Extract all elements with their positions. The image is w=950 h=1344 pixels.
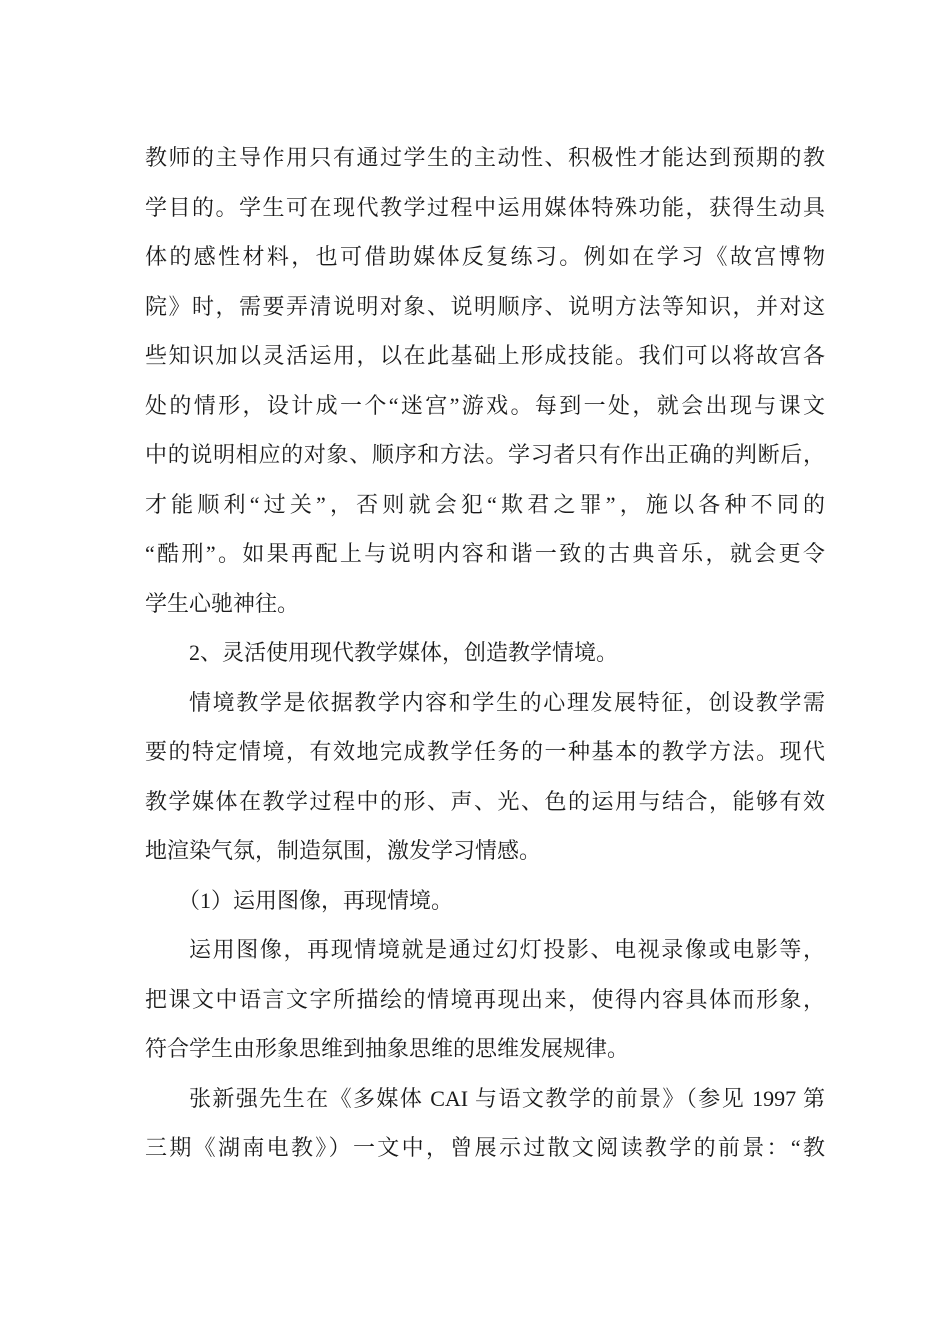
- paragraph-4: [145, 1074, 825, 1173]
- paragraph-line: 三期《湖南电教》）一文中，曾展示过散文阅读教学的前景：“教: [145, 1135, 825, 1160]
- paragraph-line: 体的感性材料，也可借助媒体反复练习。例如在学习《故宫博物: [145, 244, 825, 269]
- section-heading-3: [145, 876, 825, 926]
- paragraph-3: [145, 925, 825, 1074]
- paragraph-2: [145, 678, 825, 876]
- paragraph-line: 中的说明相应的对象、顺序和方法。学习者只有作出正确的判断后，: [145, 442, 825, 467]
- heading-line: （1）运用图像，再现情境。: [178, 887, 454, 913]
- paragraph-line: 张新强先生在《多媒体 CAI 与语文教学的前景》（参见 1997 第: [189, 1085, 825, 1111]
- paragraph-line: 情境教学是依据教学内容和学生的心理发展特征，创设教学需: [189, 689, 825, 715]
- document-body: [145, 133, 825, 1173]
- paragraph-line: 运用图像，再现情境就是通过幻灯投影、电视录像或电影等，: [189, 937, 825, 962]
- paragraph-1: [145, 133, 825, 628]
- paragraph-line: 教师的主导作用只有通过学生的主动性、积极性才能达到预期的教: [145, 145, 825, 170]
- section-heading-2: [145, 628, 825, 678]
- paragraph-line: 要的特定情境，有效地完成教学任务的一种基本的教学方法。现代: [145, 739, 825, 764]
- paragraph-line: 把课文中语言文字所描绘的情境再现出来，使得内容具体而形象，: [145, 986, 825, 1012]
- paragraph-line: “酷刑”。如果再配上与说明内容和谐一致的古典音乐，就会更令: [145, 541, 825, 566]
- paragraph-line: 才能顺利“过关”，否则就会犯“欺君之罪”，施以各种不同的: [145, 491, 825, 517]
- paragraph-line: 学生心驰神往。: [145, 590, 300, 616]
- heading-line: 2、灵活使用现代教学媒体，创造教学情境。: [189, 640, 619, 665]
- paragraph-line: 处的情形，设计成一个“迷宫”游戏。每到一处，就会出现与课文: [145, 392, 825, 418]
- paragraph-line: 院》时，需要弄清说明对象、说明顺序、说明方法等知识，并对这: [145, 293, 825, 319]
- paragraph-line: 学目的。学生可在现代教学过程中运用媒体特殊功能，获得生动具: [145, 194, 825, 220]
- paragraph-line: 些知识加以灵活运用，以在此基础上形成技能。我们可以将故宫各: [145, 343, 825, 368]
- paragraph-line: 符合学生由形象思维到抽象思维的思维发展规律。: [145, 1036, 630, 1061]
- paragraph-line: 教学媒体在教学过程中的形、声、光、色的运用与结合，能够有效: [145, 788, 825, 814]
- paragraph-line: 地渲染气氛，制造氛围，激发学习情感。: [145, 838, 542, 863]
